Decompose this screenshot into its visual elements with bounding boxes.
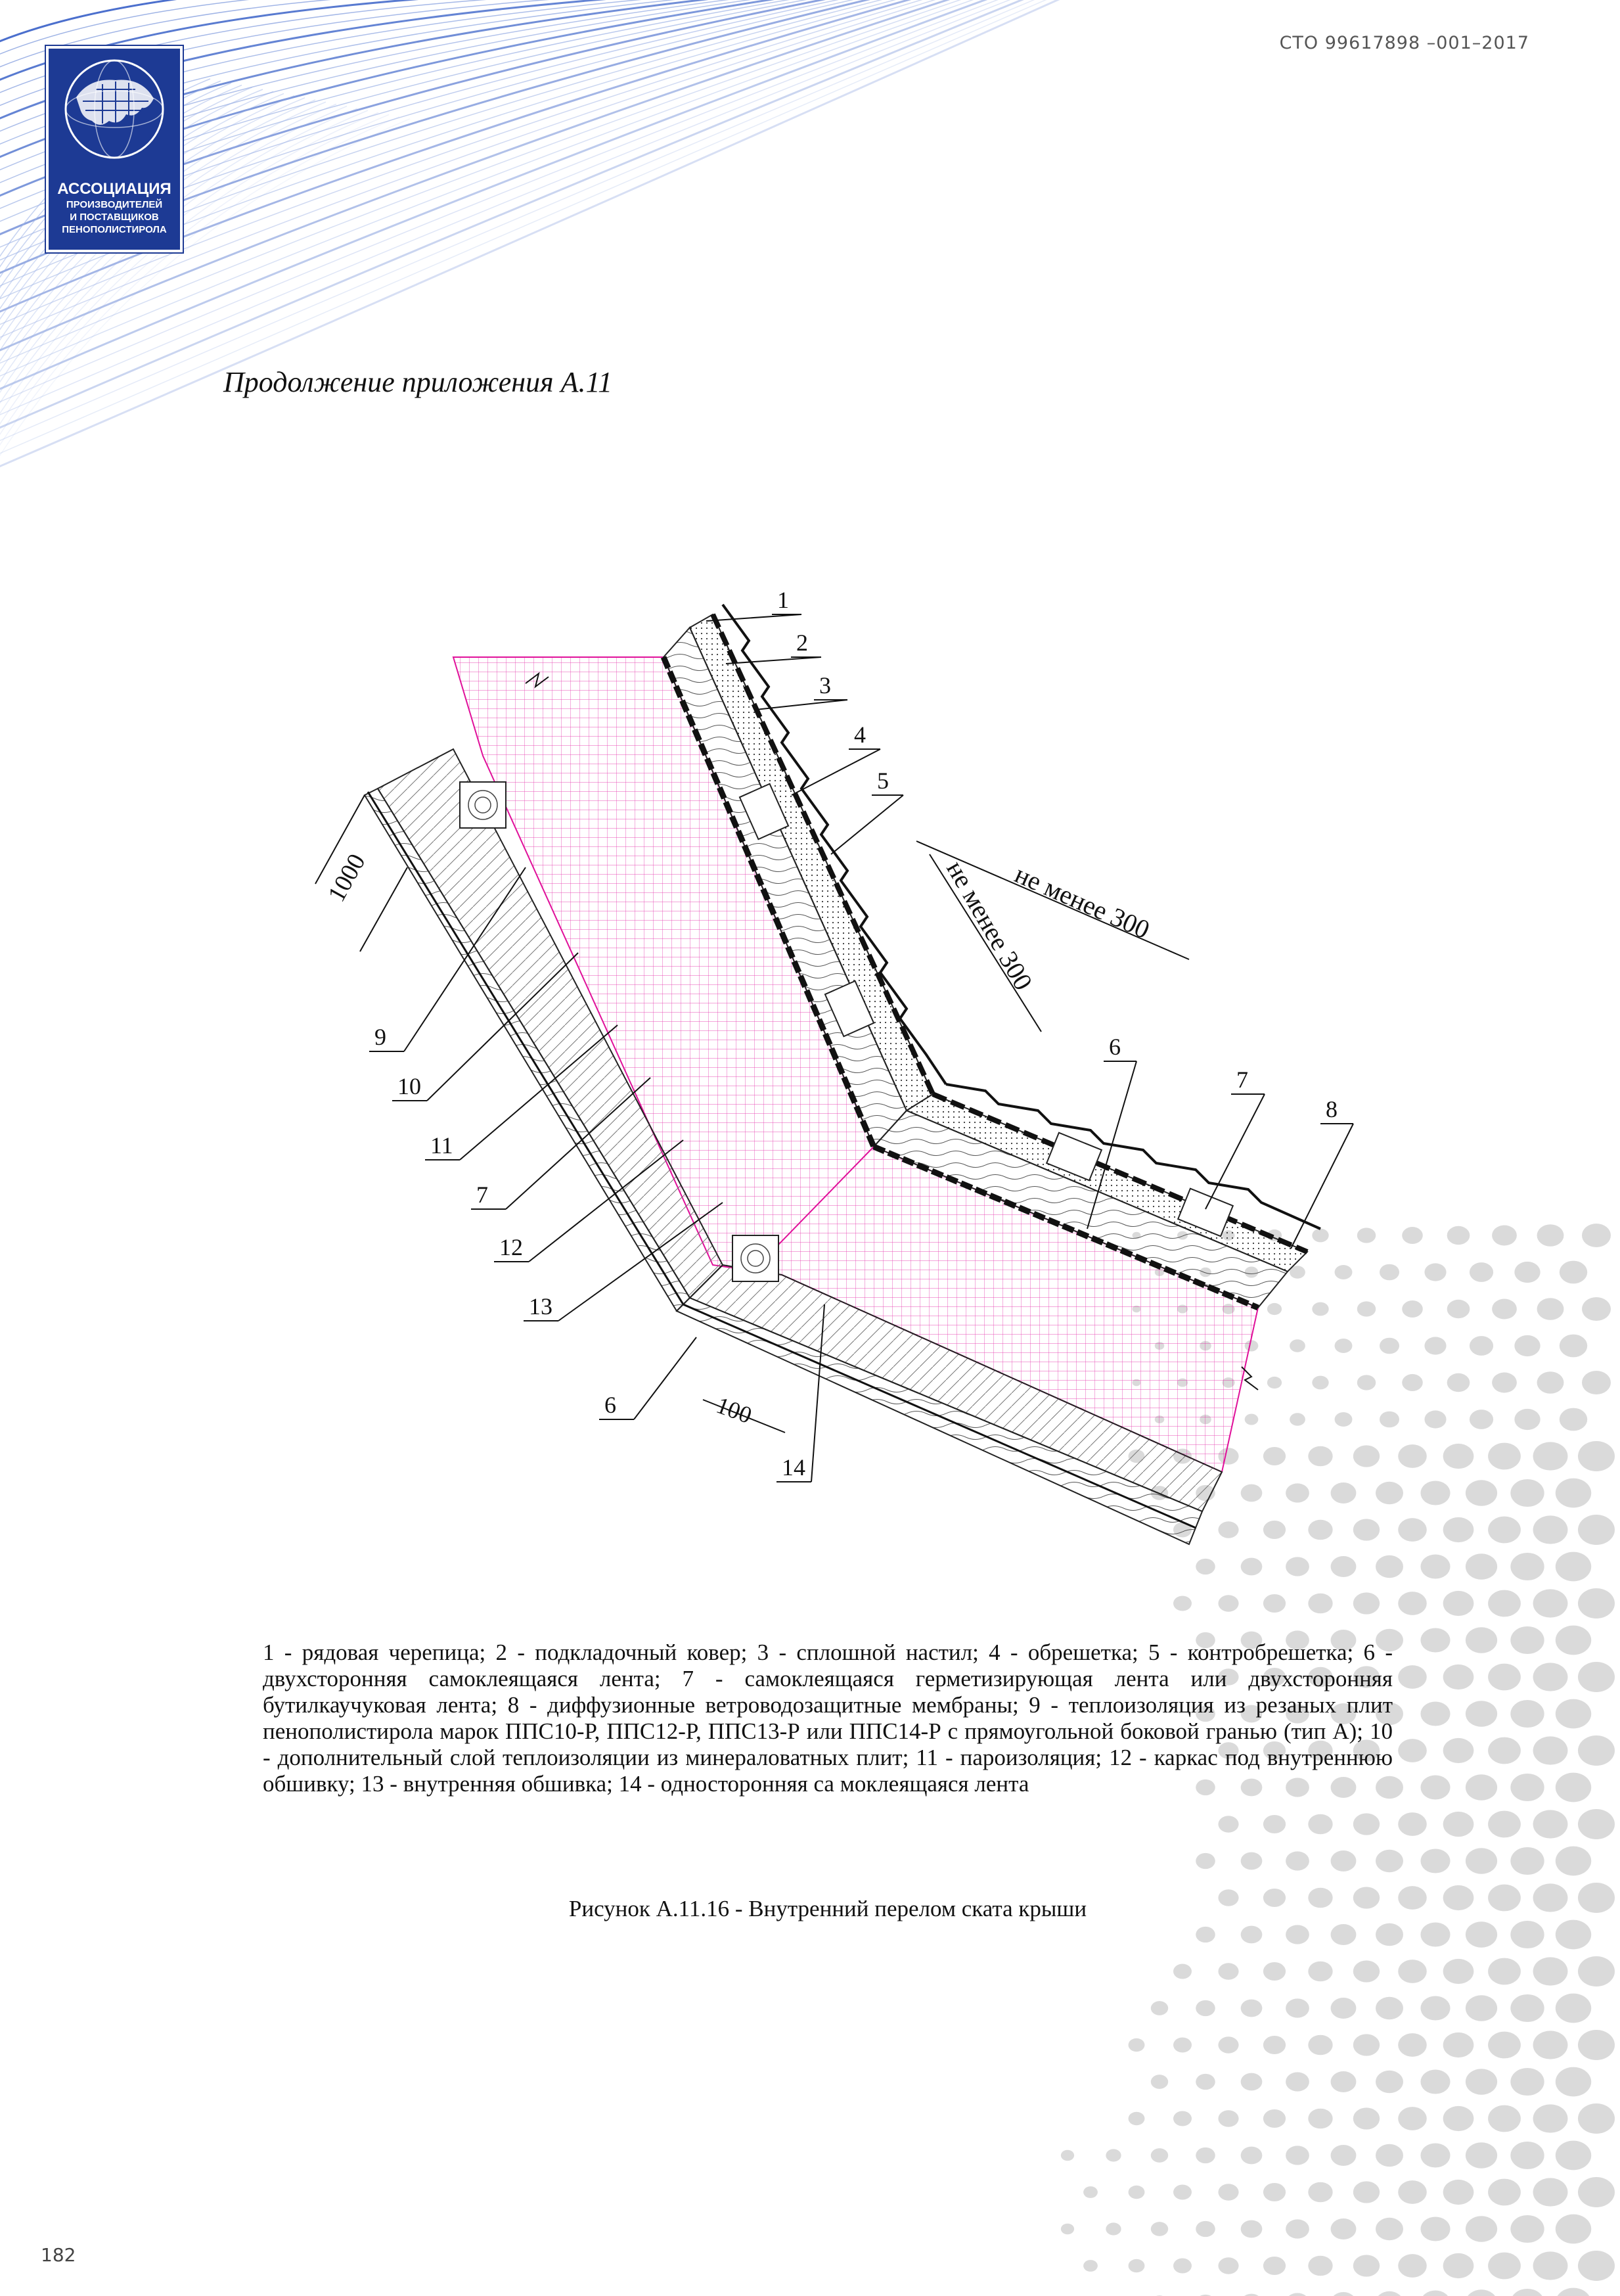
decor-dot	[1331, 1850, 1357, 1871]
decor-dot	[1492, 1299, 1517, 1320]
callout-leader	[726, 657, 821, 664]
decor-dot	[1556, 1994, 1591, 2023]
decor-dot	[1424, 1410, 1446, 1428]
decor-dot	[1466, 1921, 1497, 1948]
decor-dot	[1556, 1626, 1591, 1655]
callout-label: 2	[796, 630, 808, 656]
decor-dot	[1443, 1885, 1474, 1910]
decor-dot	[1533, 2031, 1568, 2059]
association-logo	[46, 46, 183, 252]
decor-dot	[1398, 1665, 1427, 1689]
decor-dot	[1173, 1964, 1192, 1979]
decor-dot	[1376, 1923, 1403, 1946]
decor-dot	[1420, 1776, 1450, 1800]
decor-dot	[1533, 1883, 1568, 1912]
decor-dot	[1353, 1592, 1380, 1614]
decor-dot	[1488, 1664, 1521, 1691]
decor-dot	[1308, 2035, 1332, 2055]
decor-dot	[1106, 2222, 1121, 2235]
callout-label: 10	[397, 1073, 421, 1099]
callout-label: 9	[374, 1024, 386, 1050]
decor-dot	[1286, 1925, 1309, 1944]
decor-dot	[1560, 1408, 1587, 1431]
callout-leader	[706, 614, 801, 621]
decor-dot	[1308, 1962, 1332, 1982]
callout-label: 11	[430, 1132, 453, 1159]
decor-dot	[1353, 2255, 1380, 2276]
decor-dot	[1510, 1626, 1544, 1654]
decor-dot	[1470, 1410, 1493, 1429]
decor-dot	[1556, 2067, 1591, 2097]
decor-dot	[1488, 1811, 1521, 1838]
decor-dot	[1560, 1261, 1587, 1284]
decor-dot	[1510, 2142, 1544, 2169]
decor-dot	[1443, 2032, 1474, 2057]
decor-dot	[1263, 1962, 1286, 1981]
decor-dot	[1308, 1814, 1332, 1835]
decor-dot	[1376, 1997, 1403, 2019]
decor-dot	[1263, 1815, 1286, 1833]
decor-dot	[1420, 1555, 1450, 1579]
decor-dot	[1443, 2180, 1474, 2205]
decor-dot	[1241, 2220, 1263, 2238]
decor-dot	[1420, 2291, 1450, 2296]
decor-dot	[1447, 1300, 1470, 1318]
callout-label: 4	[854, 722, 866, 748]
callout-label: 1	[777, 587, 789, 613]
decor-dot	[1353, 1960, 1380, 1982]
decor-dot	[1492, 1226, 1517, 1246]
decor-dot	[1560, 1335, 1587, 1358]
decor-dot	[1424, 1263, 1446, 1281]
decor-dot	[1466, 1995, 1497, 2021]
decor-dot	[1510, 2215, 1544, 2243]
decor-dot	[1443, 1665, 1474, 1689]
decor-dot	[1331, 2292, 1357, 2296]
decor-dot	[1533, 1957, 1568, 1985]
decor-dot	[1263, 2183, 1286, 2201]
decor-dot	[1398, 1960, 1427, 1983]
decor-dot	[1218, 2110, 1238, 2127]
decor-dot	[1466, 2216, 1497, 2242]
decor-dot	[1129, 2186, 1145, 2199]
decor-dot	[1537, 1224, 1564, 1247]
decor-dot	[1286, 2146, 1309, 2165]
decor-dot	[1488, 1443, 1521, 1470]
decor-dot	[1443, 2106, 1474, 2131]
decor-dot	[1353, 1813, 1380, 1835]
decor-dot	[1376, 1850, 1403, 1872]
decor-dot	[1578, 1956, 1615, 1986]
dim-line-1000	[360, 867, 407, 952]
decor-dot	[1510, 1553, 1544, 1580]
decor-dot	[1376, 2144, 1403, 2167]
decor-dot	[1241, 1926, 1263, 1944]
decor-dot	[1263, 2109, 1286, 2128]
decor-dot	[1420, 2070, 1450, 2094]
decor-dot	[1510, 1774, 1544, 1801]
decor-dot	[1218, 2257, 1238, 2274]
decor-dot	[1488, 1590, 1521, 1617]
decor-dot	[1173, 2038, 1192, 2053]
decor-dot	[1466, 1627, 1497, 1653]
decor-dot	[1556, 1773, 1591, 1802]
decor-dot	[1533, 2178, 1568, 2206]
decor-dot	[1533, 2104, 1568, 2132]
callout-label: 14	[782, 1454, 805, 1481]
decor-dot	[1420, 1702, 1450, 1726]
decor-dot	[1151, 2001, 1168, 2015]
decor-dot	[1151, 2075, 1168, 2089]
decor-dot	[1173, 2111, 1192, 2126]
decor-dot	[1353, 2107, 1380, 2129]
decor-dot	[1488, 2105, 1521, 2132]
decor-dot	[1376, 2071, 1403, 2093]
decor-dot	[1537, 1371, 1564, 1394]
decor-dot	[1218, 2184, 1238, 2201]
decor-dot	[1398, 1886, 1427, 1910]
decor-dot	[1420, 1923, 1450, 1947]
frame-timber	[460, 782, 506, 828]
decor-dot	[1286, 1998, 1309, 2017]
decor-dot	[1151, 2222, 1168, 2236]
callout-leader	[1205, 1094, 1265, 1209]
decor-dot	[1196, 2147, 1215, 2163]
decor-dot	[1353, 2181, 1380, 2203]
decor-dot	[1578, 1883, 1615, 1913]
callout-label: 5	[877, 768, 889, 794]
figure-legend: 1 - рядовая черепица; 2 - подкладочный ковер; 3 - сплошной настил; 4 - обрешетка; 5 - контробрешетка; 6 - двухсторонняя самоклеящаяся лента; 7 - самоклеящаяся герметизирующая лента или двухсторонняя бутилкаучуковая лента; 8 - диффузионные ветроводозащитные мембраны; 9 - теплоизоляция из резаных плит пенополистирола марок ППС10-Р, ППС12-Р, ППС13-Р или ППС14-Р с прямоугольной боковой гранью (тип А); 10 - дополнительный слой теплоизоляции из минераловатных плит; 11 - пароизоляция; 12 - каркас под внутреннюю обшивку; 13 - внутренняя обшивка; 14 - односторонняя са моклеящаяся лента	[263, 1640, 1393, 1797]
decor-dot	[1420, 2144, 1450, 2168]
decor-dot	[1218, 1963, 1238, 1980]
decor-dot	[1308, 2109, 1332, 2129]
decor-dot	[1470, 1336, 1493, 1356]
decor-dot	[1241, 2073, 1263, 2091]
decor-dot	[1578, 2103, 1615, 2134]
decor-dot	[1488, 2032, 1521, 2059]
decor-dot	[1218, 1816, 1238, 1833]
globe-icon	[63, 58, 166, 160]
decor-dot	[1466, 1480, 1497, 1506]
decor-dot	[1578, 1735, 1615, 1766]
decor-dot	[1376, 2218, 1403, 2240]
decor-dot	[1578, 1809, 1615, 1839]
callout-label: 6	[1109, 1034, 1121, 1060]
decor-dot	[1470, 1262, 1493, 1282]
decor-dot	[1129, 2259, 1145, 2272]
decor-dot	[1331, 2145, 1357, 2166]
callout-leader	[792, 749, 880, 795]
decor-dot	[1443, 1812, 1474, 1837]
decor-dot	[1263, 2036, 1286, 2054]
decor-dot	[1331, 2071, 1357, 2092]
decor-dot	[1376, 2291, 1403, 2296]
decor-dot	[1263, 1594, 1286, 1613]
decor-dot	[1443, 1738, 1474, 1763]
decor-dot	[1398, 2180, 1427, 2204]
decor-dot	[1241, 2147, 1263, 2165]
callout-label: 13	[529, 1293, 552, 1320]
decor-dot	[1106, 2149, 1121, 2161]
decor-dot	[1514, 1262, 1540, 1283]
decor-dot	[1286, 2293, 1309, 2296]
callout-label: 8	[1326, 1096, 1338, 1122]
decor-dot	[1466, 1701, 1497, 1727]
dim-label-1000: 1000	[323, 849, 371, 907]
callout-leader	[634, 1337, 696, 1419]
decor-dot	[1556, 2215, 1591, 2244]
decor-dot	[1578, 2177, 1615, 2207]
decor-dot	[1083, 2260, 1098, 2272]
page-number: 182	[41, 2244, 76, 2266]
decor-dot	[1514, 1335, 1540, 1356]
decor-dot	[1510, 2068, 1544, 2096]
decor-dot	[1443, 1591, 1474, 1616]
decor-dot	[1443, 1517, 1474, 1542]
decor-dot	[1510, 1479, 1544, 1507]
decor-dot	[1263, 2257, 1286, 2275]
decor-dot	[1083, 2186, 1098, 2198]
decor-dot	[1578, 1441, 1615, 1471]
callout-label: 6	[604, 1392, 616, 1418]
decor-dot	[1582, 1224, 1611, 1247]
decor-dot	[1398, 2254, 1427, 2278]
decor-dot	[1510, 1994, 1544, 2022]
decor-dot	[1578, 1515, 1615, 1545]
logo-line-4: ПЕНОПОЛИСТИРОЛА	[62, 224, 167, 235]
decor-dot	[1173, 2185, 1192, 2200]
callout-label: 12	[499, 1234, 523, 1260]
decor-dot	[1533, 1442, 1568, 1470]
roof-break-drawing	[289, 565, 1419, 1590]
decor-dot	[1556, 1479, 1591, 1508]
decor-dot	[1533, 1589, 1568, 1617]
decor-dot	[1556, 2141, 1591, 2170]
decor-dot	[1286, 2219, 1309, 2238]
decor-dot	[1331, 2218, 1357, 2239]
decor-dot	[1241, 2294, 1263, 2296]
decor-dot	[1420, 2217, 1450, 2241]
decor-dot	[1466, 1848, 1497, 1874]
decor-dot	[1196, 2000, 1215, 2016]
decor-dot	[1331, 1924, 1357, 1945]
decor-dot	[1196, 2221, 1215, 2237]
decor-dot	[1286, 1851, 1309, 1870]
decor-dot	[1556, 1552, 1591, 1582]
callout-label: 7	[1236, 1067, 1248, 1093]
dim-label-100: 100	[713, 1391, 755, 1429]
decor-dot	[1533, 1736, 1568, 1764]
decor-dot	[1582, 1371, 1611, 1394]
callout-label: 7	[476, 1182, 488, 1208]
decor-dot	[1129, 2038, 1145, 2052]
decor-dot	[1286, 2072, 1309, 2091]
decor-dot	[1466, 2069, 1497, 2095]
decor-dot	[1533, 1663, 1568, 1691]
decor-dot	[1420, 1628, 1450, 1653]
decor-dot	[1443, 1444, 1474, 1469]
decor-dot	[1151, 2148, 1168, 2163]
decor-dot	[1420, 1849, 1450, 1873]
decor-dot	[1241, 1852, 1263, 1870]
decor-dot	[1308, 2182, 1332, 2203]
decor-dot	[1173, 1596, 1192, 1611]
decor-dot	[1556, 1847, 1591, 1876]
decor-dot	[1443, 2253, 1474, 2278]
decor-dot	[1514, 1409, 1540, 1430]
callout-leader	[831, 795, 903, 854]
decor-dot	[1578, 2030, 1615, 2060]
decor-dot	[1218, 2036, 1238, 2054]
decor-dot	[1353, 2034, 1380, 2055]
decor-dot	[1578, 2251, 1615, 2281]
decor-dot	[1061, 2150, 1074, 2161]
logo-line-3: И ПОСТАВЩИКОВ	[70, 212, 159, 223]
decor-dot	[1196, 2074, 1215, 2090]
decor-dot	[1578, 1662, 1615, 1692]
decor-dot	[1398, 1812, 1427, 1836]
decor-dot	[1447, 1226, 1470, 1245]
section-heading: Продолжение приложения А.11	[223, 366, 613, 398]
decor-dot	[1533, 2251, 1568, 2280]
decor-dot	[1129, 2112, 1145, 2125]
decor-dot	[1398, 2033, 1427, 2057]
decor-dot	[1447, 1373, 1470, 1392]
decor-dot	[1398, 1739, 1427, 1762]
logo-line-2: ПРОИЗВОДИТЕЛЕЙ	[66, 199, 163, 210]
decor-dot	[1196, 1853, 1215, 1869]
logo-line-1: АССОЦИАЦИЯ	[57, 180, 171, 198]
decor-dot	[1173, 2259, 1192, 2274]
decor-dot	[1582, 1297, 1611, 1321]
decor-dot	[1398, 1592, 1427, 1615]
decor-dot	[1466, 2289, 1497, 2296]
figure-caption: Рисунок А.11.16 - Внутренний перелом ската крыши	[568, 1896, 1087, 1921]
document-code: СТО 99617898 –001–2017	[1279, 33, 1529, 53]
decor-dot	[1533, 1810, 1568, 1838]
decor-dot	[1510, 1921, 1544, 1948]
decor-dot	[1308, 2256, 1332, 2276]
decor-dot	[1488, 1517, 1521, 1544]
decor-dot	[1533, 1515, 1568, 1544]
decor-dot	[1488, 1737, 1521, 1764]
decor-dot	[1398, 2107, 1427, 2130]
decor-dot	[1492, 1373, 1517, 1393]
decor-dot	[1488, 2179, 1521, 2206]
dim-label-300-a: не менее 300	[1010, 859, 1154, 945]
decor-dot	[1196, 1927, 1215, 1942]
decor-dot	[1241, 2000, 1263, 2017]
decor-dot	[1308, 1594, 1332, 1614]
frame-timber	[732, 1235, 778, 1281]
decor-dot	[1488, 1885, 1521, 1912]
decor-dot	[1556, 2288, 1591, 2296]
decor-dot	[1331, 1998, 1357, 2019]
decor-dot	[1556, 1699, 1591, 1729]
decor-dot	[1556, 1920, 1591, 1950]
decor-dot	[1466, 1774, 1497, 1801]
decor-dot	[1488, 2253, 1521, 2280]
decor-dot	[1510, 1700, 1544, 1728]
decor-dot	[1466, 1553, 1497, 1580]
decor-dot	[1420, 1481, 1450, 1505]
decor-dot	[1537, 1298, 1564, 1320]
decor-dot	[1061, 2224, 1074, 2235]
decor-dot	[1488, 1958, 1521, 1985]
decor-dot	[1578, 1588, 1615, 1619]
decor-dot	[1510, 2289, 1544, 2296]
callout-label: 3	[819, 672, 831, 699]
decor-dot	[1420, 1996, 1450, 2021]
decor-dot	[1443, 1959, 1474, 1984]
decor-dot	[1510, 1847, 1544, 1875]
dim-label-300-b: не менее 300	[941, 856, 1039, 996]
callout-leader	[1291, 1124, 1353, 1249]
decor-dot	[1466, 2142, 1497, 2169]
decor-dot	[1424, 1337, 1446, 1354]
decor-dot	[1218, 1595, 1238, 1612]
